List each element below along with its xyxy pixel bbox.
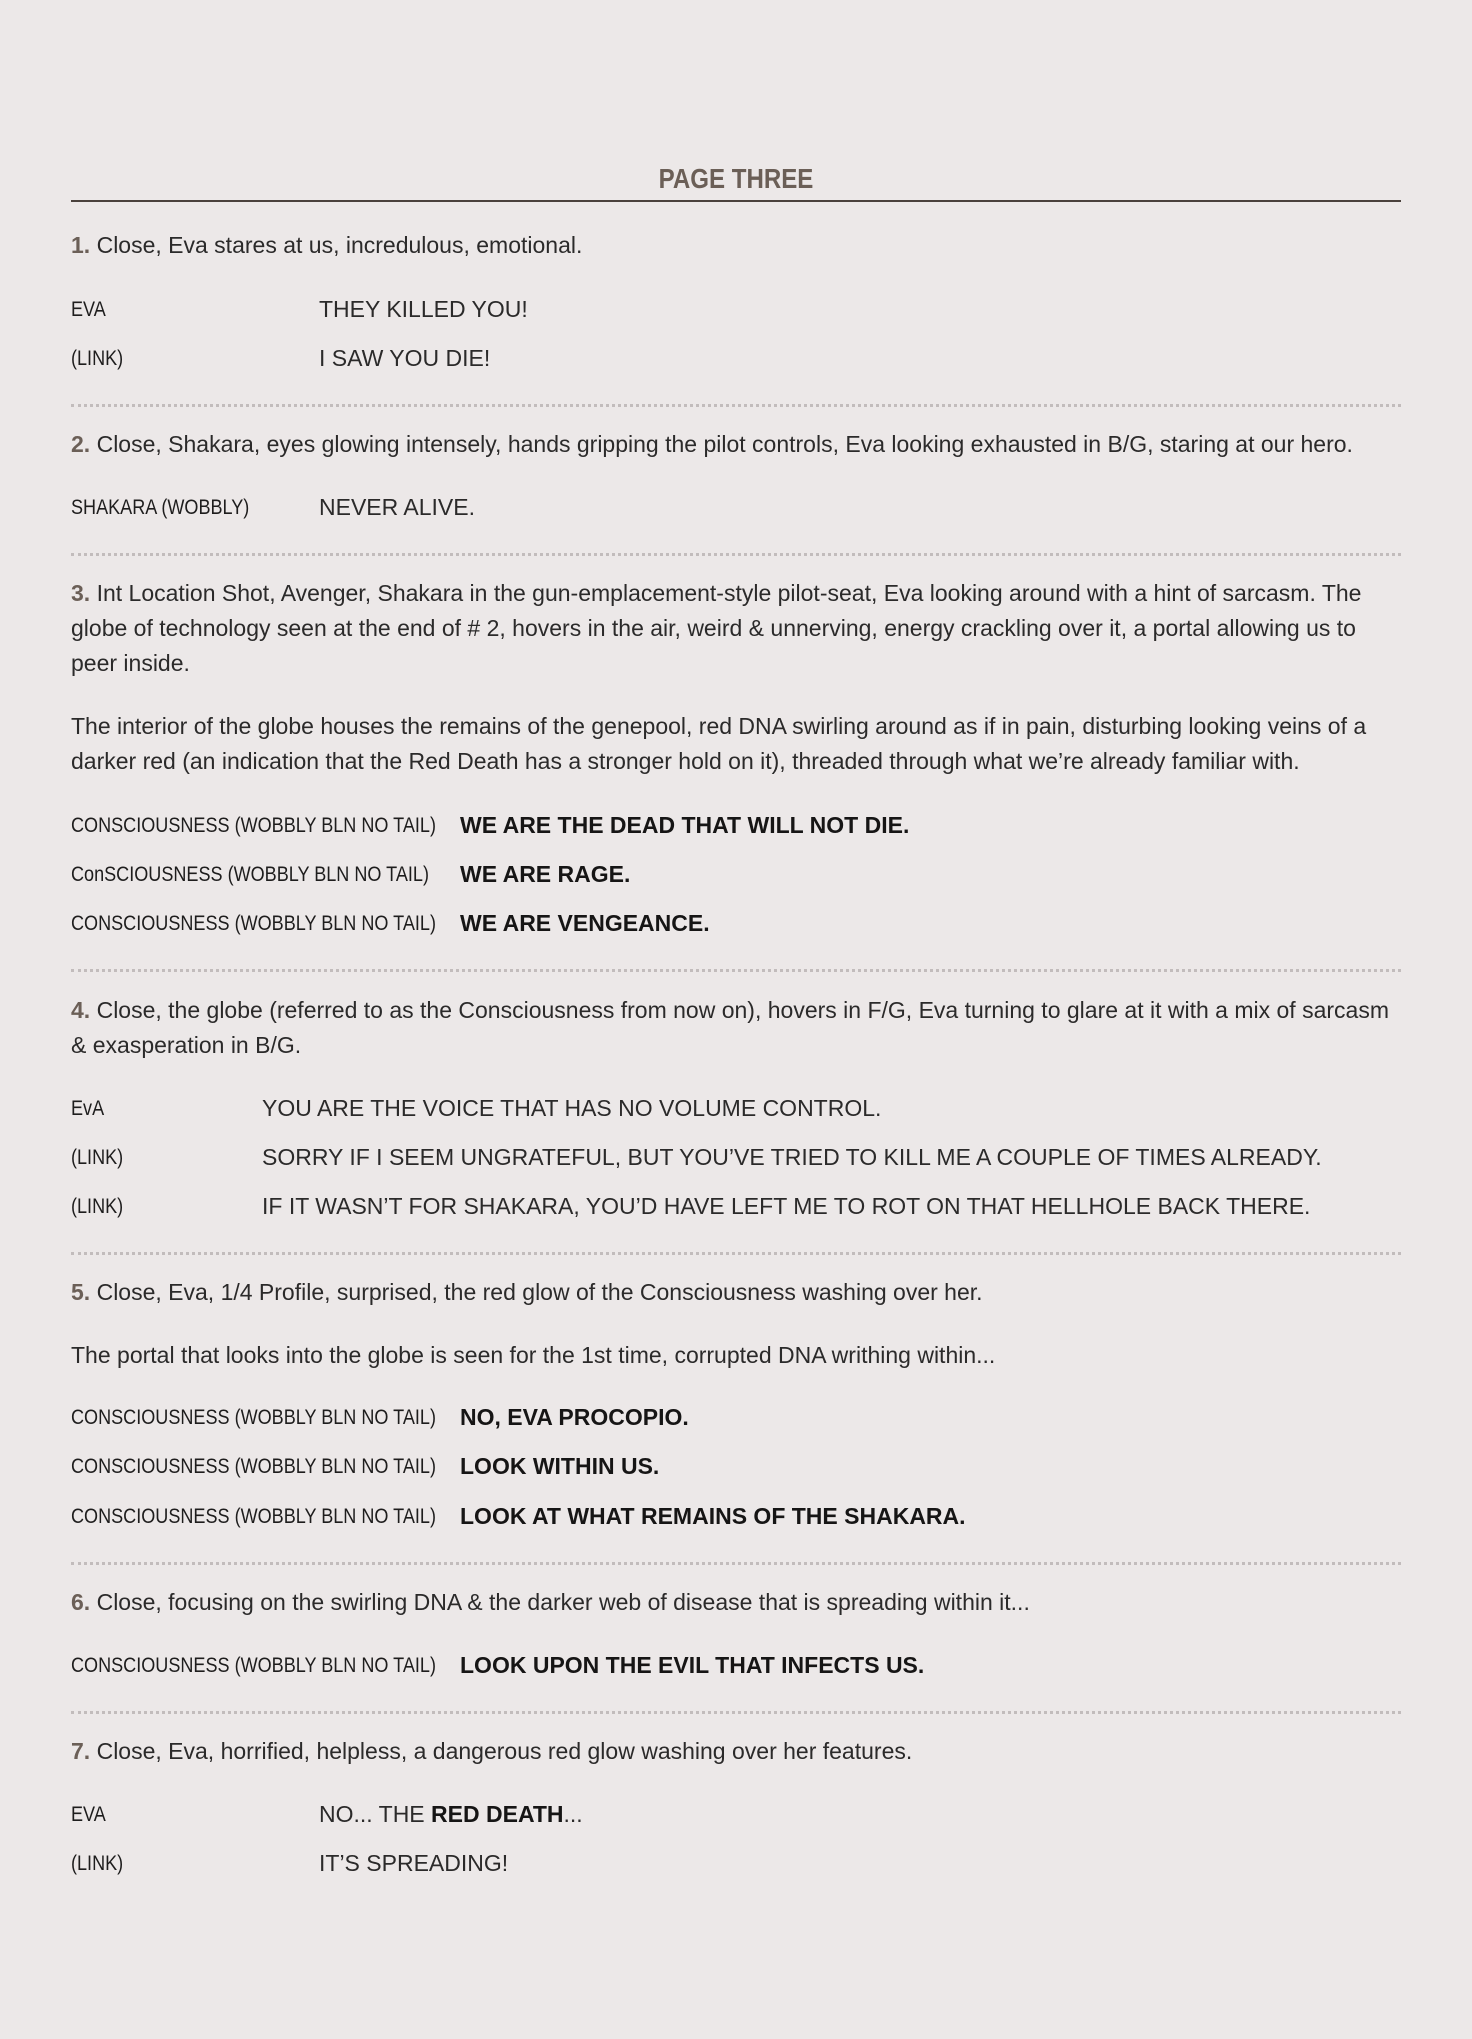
dialogue-line: YOU ARE THE VOICE THAT HAS NO VOLUME CONTROL.	[262, 1095, 882, 1121]
dialogue-line: NO... THE RED DEATH...	[319, 1801, 583, 1827]
panel-divider	[71, 969, 1401, 972]
speaker-label: (LINK)	[71, 1195, 124, 1218]
panel-7-description: 7. Close, Eva, horrified, helpless, a dangerous red glow washing over her features.	[71, 1738, 913, 1764]
speaker-label: (LINK)	[71, 1852, 124, 1875]
panel-number: 5.	[71, 1279, 91, 1305]
panel-2-description: 2. Close, Shakara, eyes glowing intensely, hands gripping the pilot controls, Eva looking exhausted in B/G, staring at our hero.	[71, 431, 1353, 457]
panel-number: 3.	[71, 580, 91, 606]
speaker-label: EVA	[71, 1803, 106, 1826]
dialogue-line: NO, EVA PROCOPIO.	[460, 1404, 689, 1430]
panel-number: 1.	[71, 232, 91, 258]
panel-5-description-2: The portal that looks into the globe is seen for the 1st time, corrupted DNA writhing within...	[71, 1342, 996, 1368]
dialogue-line: NEVER ALIVE.	[319, 494, 475, 520]
speaker-label: CONSCIOUSNESS (WOBBLY BLN NO TAIL)	[71, 912, 436, 935]
panel-divider	[71, 1711, 1401, 1714]
dialogue-line: WE ARE THE DEAD THAT WILL NOT DIE.	[460, 812, 910, 838]
panel-number: 7.	[71, 1738, 91, 1764]
speaker-label: SHAKARA (WOBBLY)	[71, 496, 250, 519]
page-title: PAGE THREE	[658, 163, 814, 194]
emphasis-text: RED DEATH	[431, 1801, 564, 1827]
panel-divider	[71, 553, 1401, 556]
panel-3-description: 3. Int Location Shot, Avenger, Shakara in the gun-emplacement-style pilot-seat, Eva looking around with a hint of sarcasm. The globe of technology seen at the end of # 2, hovers in the air, weird & unnerving, energy crackling over it, a portal allowing us to peer inside.	[71, 580, 1362, 676]
panel-divider	[71, 1562, 1401, 1565]
speaker-label: (LINK)	[71, 1146, 124, 1169]
title-rule	[71, 200, 1401, 202]
panel-1-description: 1. Close, Eva stares at us, incredulous, emotional.	[71, 232, 583, 258]
speaker-label: EvA	[71, 1097, 105, 1120]
speaker-label: CONSCIOUSNESS (WOBBLY BLN NO TAIL)	[71, 1654, 436, 1677]
dialogue-line: LOOK AT WHAT REMAINS OF THE SHAKARA.	[460, 1503, 966, 1529]
dialogue-line: IF IT WASN’T FOR SHAKARA, YOU’D HAVE LEFT ME TO ROT ON THAT HELLHOLE BACK THERE.	[262, 1193, 1311, 1219]
panel-5-description: 5. Close, Eva, 1/4 Profile, surprised, the red glow of the Consciousness washing over her.	[71, 1279, 983, 1305]
panel-number: 2.	[71, 431, 91, 457]
panel-4-description: 4. Close, the globe (referred to as the Consciousness from now on), hovers in F/G, Eva turning to glare at it with a mix of sarcasm & exasperation in B/G.	[71, 997, 1389, 1058]
panel-3-description-2: The interior of the globe houses the remains of the genepool, red DNA swirling around as if in pain, disturbing looking veins of a darker red (an indication that the Red Death has a stronger hold on it), threaded through what we’re already familiar with.	[71, 713, 1367, 774]
speaker-label: CONSCIOUSNESS (WOBBLY BLN NO TAIL)	[71, 1406, 436, 1429]
speaker-label: CONSCIOUSNESS (WOBBLY BLN NO TAIL)	[71, 1455, 436, 1478]
panel-divider	[71, 1252, 1401, 1255]
dialogue-line: WE ARE VENGEANCE.	[460, 910, 710, 936]
dialogue-line: WE ARE RAGE.	[460, 861, 631, 887]
panel-number: 6.	[71, 1589, 91, 1615]
dialogue-line: I SAW YOU DIE!	[319, 345, 491, 371]
speaker-label: CONSCIOUSNESS (WOBBLY BLN NO TAIL)	[71, 1505, 436, 1528]
dialogue-line: LOOK UPON THE EVIL THAT INFECTS US.	[460, 1652, 925, 1678]
dialogue-line: SORRY IF I SEEM UNGRATEFUL, BUT YOU’VE TRIED TO KILL ME A COUPLE OF TIMES ALREADY.	[262, 1144, 1322, 1170]
dialogue-line: LOOK WITHIN US.	[460, 1453, 660, 1479]
dialogue-line: THEY KILLED YOU!	[319, 296, 528, 322]
dialogue-line: IT’S SPREADING!	[319, 1850, 509, 1876]
speaker-label: ConSCIOUSNESS (WOBBLY BLN NO TAIL)	[71, 863, 429, 886]
panel-number: 4.	[71, 997, 91, 1023]
speaker-label: CONSCIOUSNESS (WOBBLY BLN NO TAIL)	[71, 814, 436, 837]
speaker-label: (LINK)	[71, 347, 124, 370]
panel-6-description: 6. Close, focusing on the swirling DNA & the darker web of disease that is spreading within it...	[71, 1589, 1030, 1615]
panel-divider	[71, 404, 1401, 407]
speaker-label: EVA	[71, 298, 106, 321]
